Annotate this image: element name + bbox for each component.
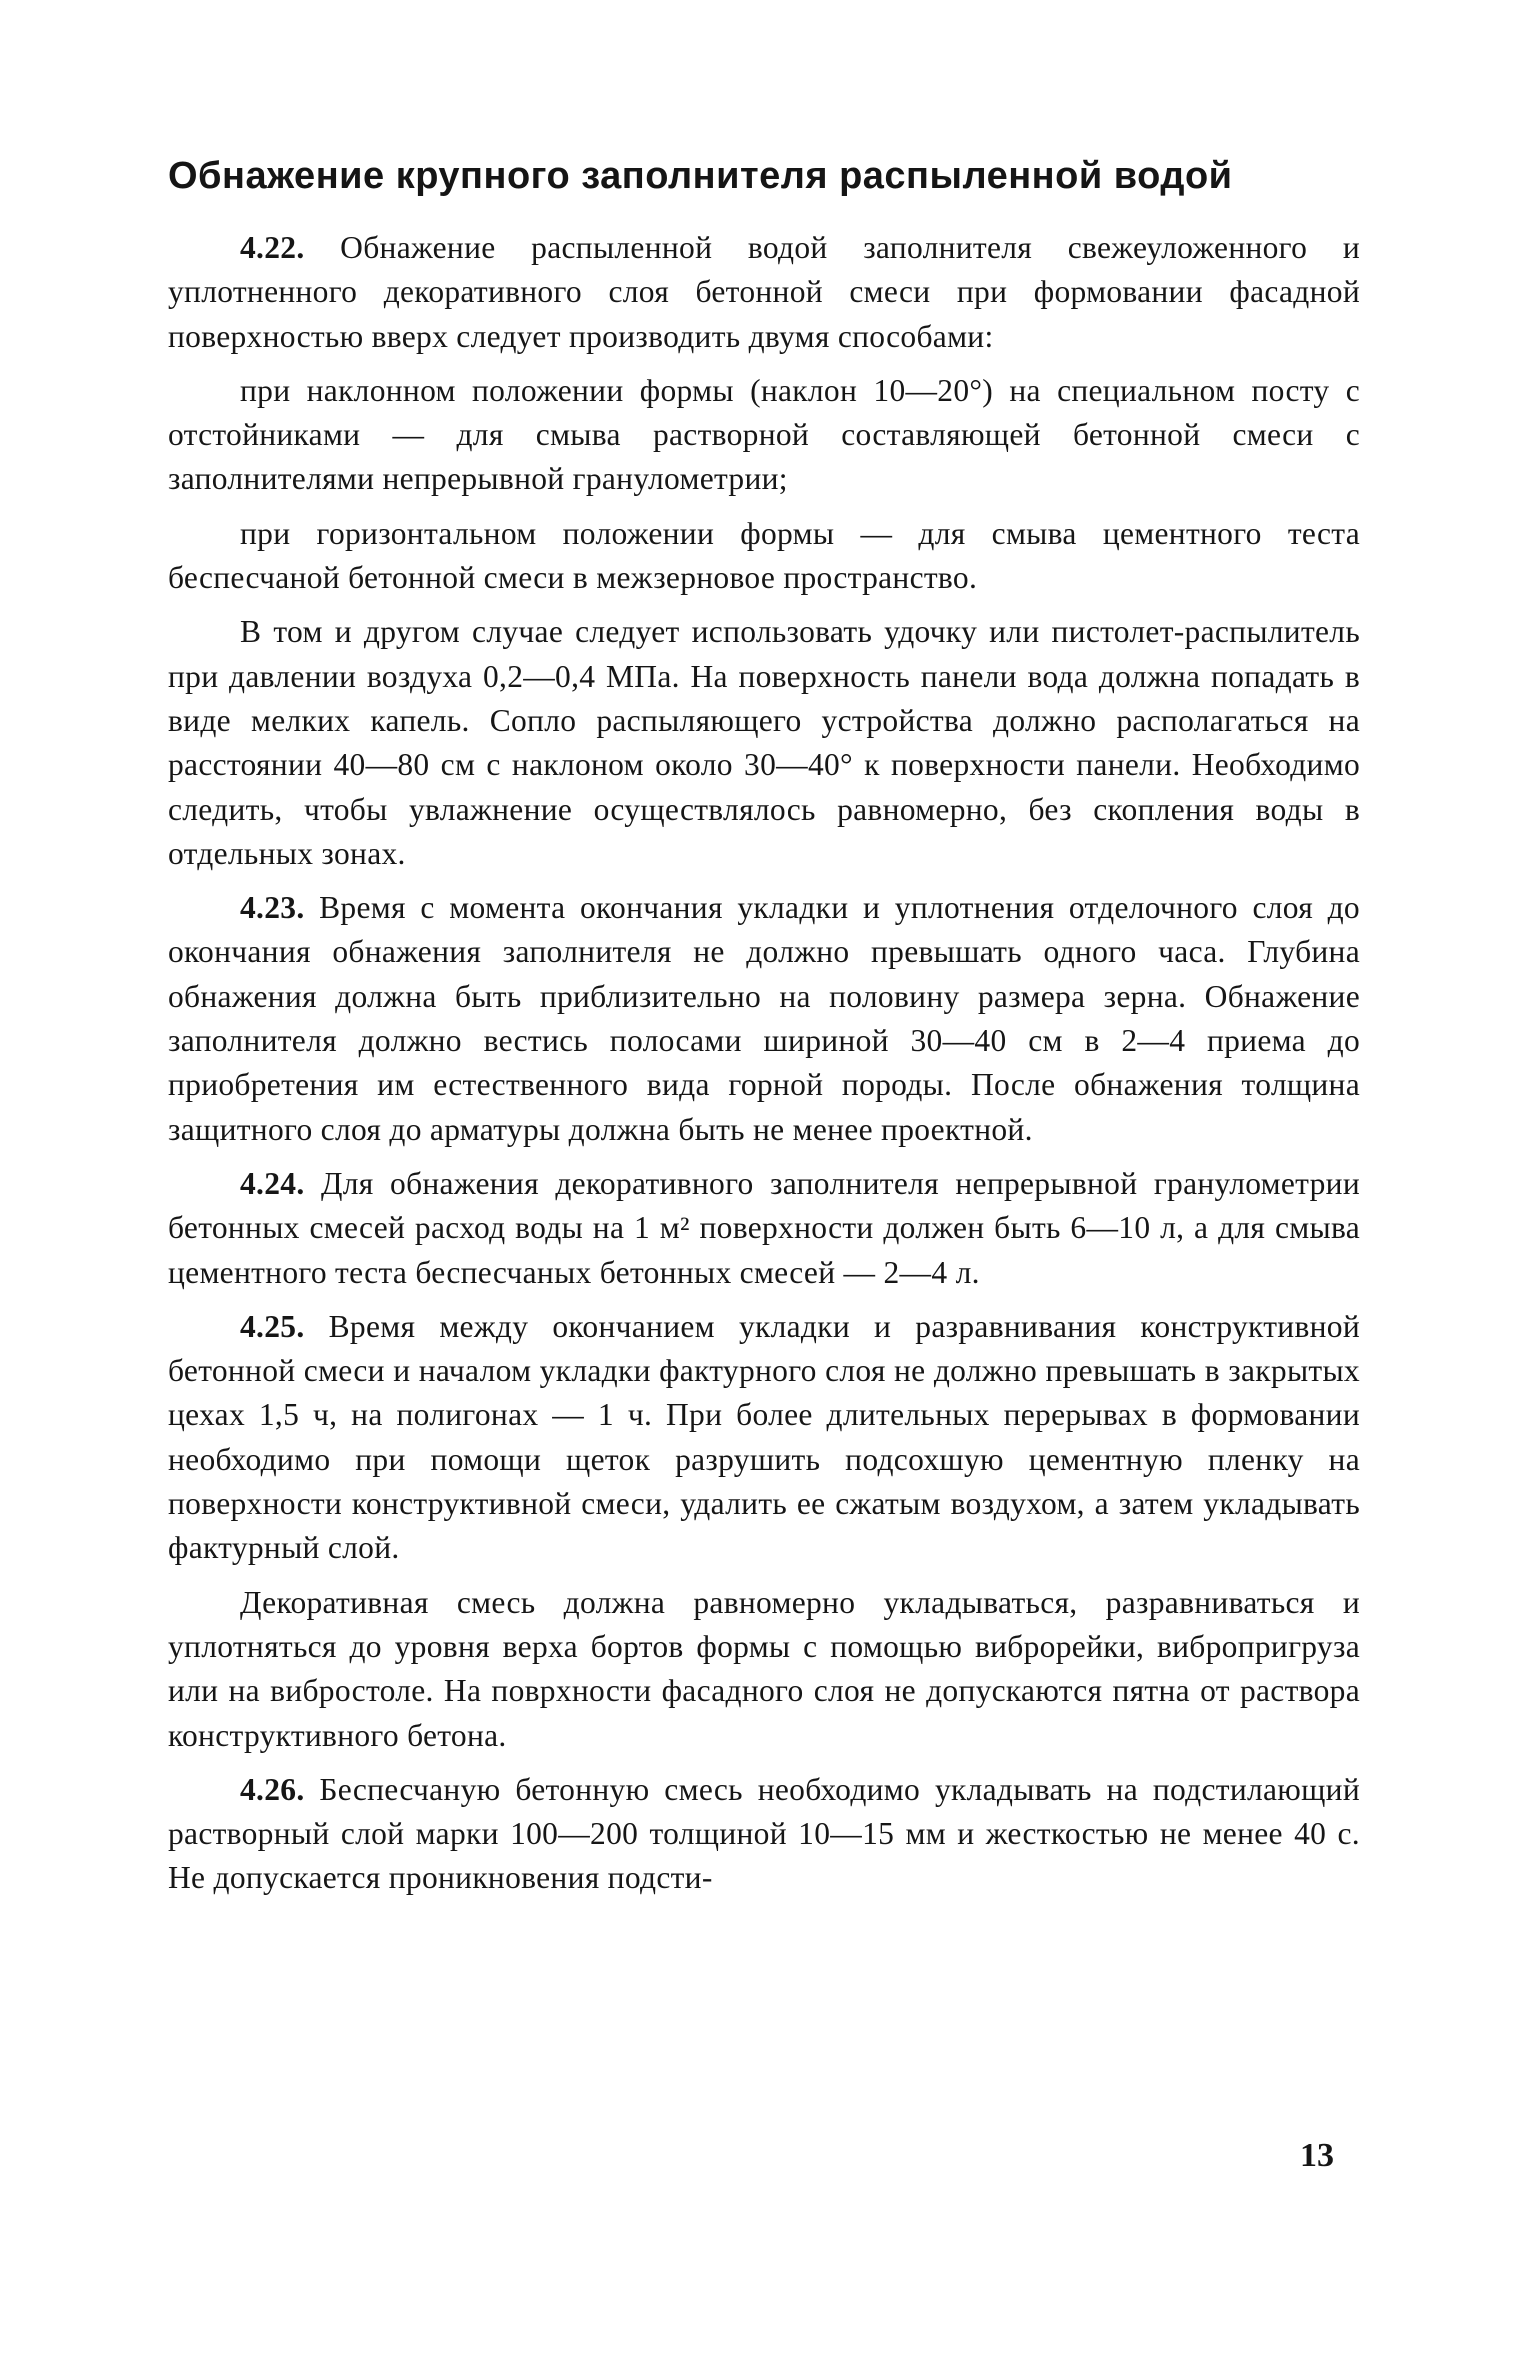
page-number: 13: [1300, 2137, 1334, 2174]
section-heading: Обнажение крупного заполнителя распыленной водой: [168, 155, 1233, 197]
clause-number: 4.26.: [240, 1771, 305, 1807]
clause-number: 4.23.: [240, 890, 305, 926]
paragraph-text: В том и другом случае следует использовать удочку или пистолет-распылитель при давлении воздуха 0,2—0,4 МПа. На поверхность панели вода должна попадать в виде мелких капель. Сопло распыляющего устройства должно располагаться на расстоянии 40—80 см с наклоном около 30—40° к поверхности панели. Необходимо следить, чтобы увлажнение осуществлялось равномерно, без скопления воды в отдельных зонах.: [168, 614, 1360, 871]
paragraph-text: при наклонном положении формы (наклон 10—20°) на специальном посту с отстойниками — для смыва растворной составляющей бетонной смеси с заполнителями непрерывной гранулометрии;: [168, 372, 1360, 497]
paragraph-method-horizontal: [168, 512, 1360, 601]
clause-number: 4.25.: [240, 1308, 305, 1344]
paragraph-decorative-mix: [168, 1581, 1360, 1758]
paragraph-text: Время между окончанием укладки и разравнивания конструктивной бетонной смеси и началом укладки фактурного слоя не должно превышать в закрытых цехах 1,5 ч, на полигонах — 1 ч. При более длительных перерывах в формовании необходимо при помощи щеток разрушить подсохшую цементную пленку на поверхности конструктивной смеси, удалить ее сжатым воздухом, а затем укладывать фактурный слой.: [168, 1308, 1360, 1566]
paragraph-text: при горизонтальном положении формы — для смыва цементного теста беспесчаной бетонной смеси в межзерновое пространство.: [168, 515, 1360, 596]
paragraph-4-26: [168, 1768, 1360, 1901]
paragraph-4-25: [168, 1305, 1360, 1571]
paragraph-text: Для обнажения декоративного заполнителя непрерывной гранулометрии бетонных смесей расход воды на 1 м² поверхности должен быть 6—10 л, а для смыва цементного теста беспесчаных бетонных смесей — 2—4 л.: [168, 1165, 1360, 1290]
paragraph-4-23: [168, 886, 1360, 1152]
paragraph-4-24: [168, 1162, 1360, 1295]
paragraph-4-22: [168, 226, 1360, 359]
paragraph-text: Беспесчаную бетонную смесь необходимо укладывать на подстилающий растворный слой марки 100—200 толщиной 10—15 мм и жесткостью не менее 40 с. Не допускается проникновения подсти-: [168, 1771, 1360, 1896]
clause-number: 4.24.: [240, 1165, 305, 1201]
paragraph-text: Обнажение распыленной водой заполнителя свежеуложенного и уплотненного декоративного слоя бетонной смеси при формовании фасадной поверхностью вверх следует производить двумя способами:: [168, 230, 1360, 354]
paragraph-spray-equipment: [168, 610, 1360, 876]
body-text: [168, 226, 1360, 1911]
paragraph-text: Время с момента окончания укладки и уплотнения отделочного слоя до окончания обнажения заполнителя не должно превышать одного часа. Глубина обнажения должна быть приблизительно на половину размера зерна. Обнажение заполнителя должно вестись полосами шириной 30—40 см в 2—4 приема до приобретения им естественного вида горной породы. После обнажения толщина защитного слоя до арматуры должна быть не менее проектной.: [168, 890, 1360, 1147]
clause-number: 4.22.: [240, 230, 305, 265]
paragraph-text: Декоративная смесь должна равномерно укладываться, разравниваться и уплотняться до уровня верха бортов формы с помощью виброрейки, вибропригруза или на вибростоле. На поврхности фасадного слоя не допускаются пятна от раствора конструктивного бетона.: [168, 1584, 1360, 1753]
paragraph-method-inclined: [168, 369, 1360, 502]
